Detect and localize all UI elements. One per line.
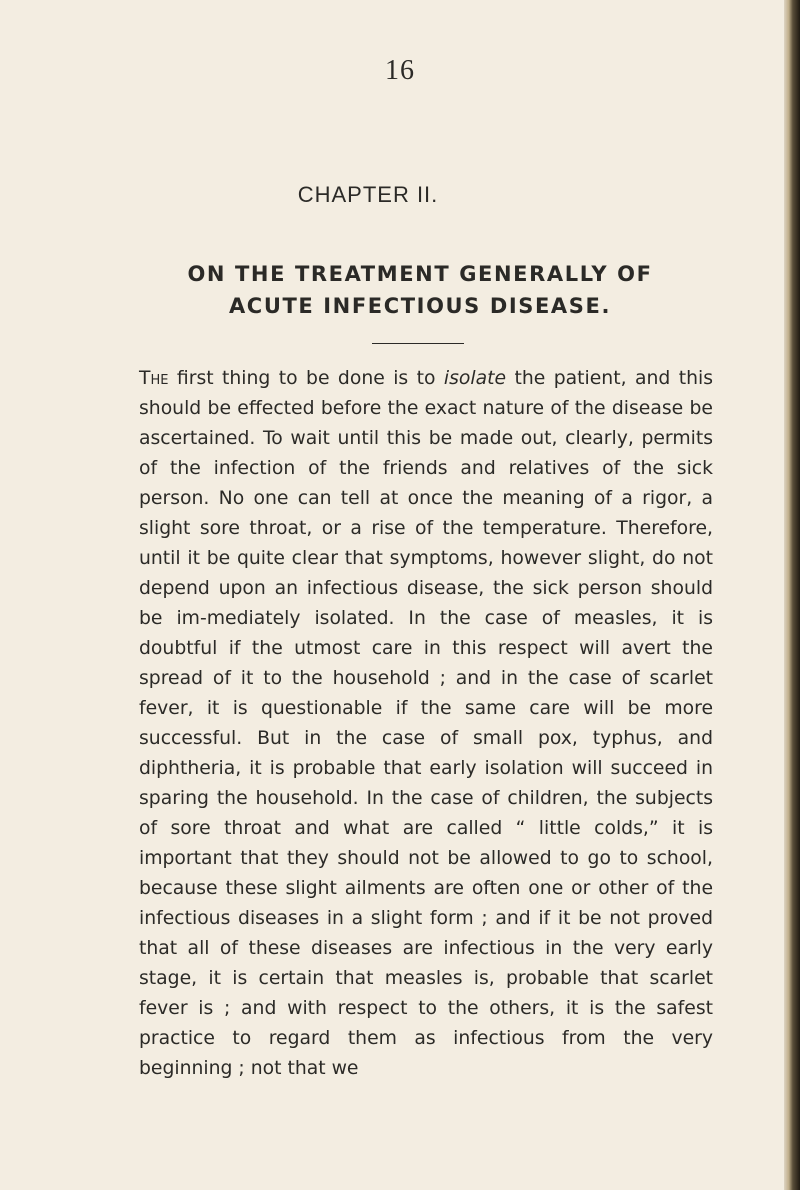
divider-rule — [372, 343, 464, 344]
body-text-b: the patient, and this should be effected before the exact nature of the disease be ascertained. To wait until this be made out, clearly, permits of the infection of the friends and relatives of the sick person. No one can tell at once the meaning of a rigor, a slight sore throat, or a rise of the temperature. Therefore, until it be quite clear that symptoms, however slight, do not depend upon an infectious disease, the sick person should be im-mediately isolated. In the case of measles, it is doubtful if the utmost care in this respect will avert the spread of it to the household ; and in the case of scarlet fever, it is questionable if the same care will be more successful. But in the case of small pox, typhus, and diphtheria, it is probable that early isolation will succeed in sparing the household. In the case of children, the subjects of sore throat and what are called “ little colds,” it is important that they should not be allowed to go to school, because these slight ailments are often one or other of the infectious diseases in a slight form ; and if it be not proved that all of these diseases are infectious in the very early stage, it is certain that measles is, probable that scarlet fever is ; and with respect to the others, it is the safest practice to regard them as infectious from the very beginning ; not that we — [139, 368, 713, 1079]
heading-line-1: ON THE TREATMENT GENERALLY OF — [187, 262, 653, 286]
body-paragraph — [139, 364, 713, 1084]
heading-line-2: ACUTE INFECTIOUS DISEASE. — [228, 294, 612, 318]
section-heading — [100, 258, 740, 322]
body-text-a: first thing to be done is to — [168, 368, 444, 389]
chapter-title: CHAPTER II. — [297, 182, 439, 207]
emphasis-isolate: isolate — [443, 368, 507, 389]
lead-word: The — [139, 368, 169, 389]
page-number: 16 — [385, 55, 415, 86]
page-edge — [784, 0, 800, 1190]
